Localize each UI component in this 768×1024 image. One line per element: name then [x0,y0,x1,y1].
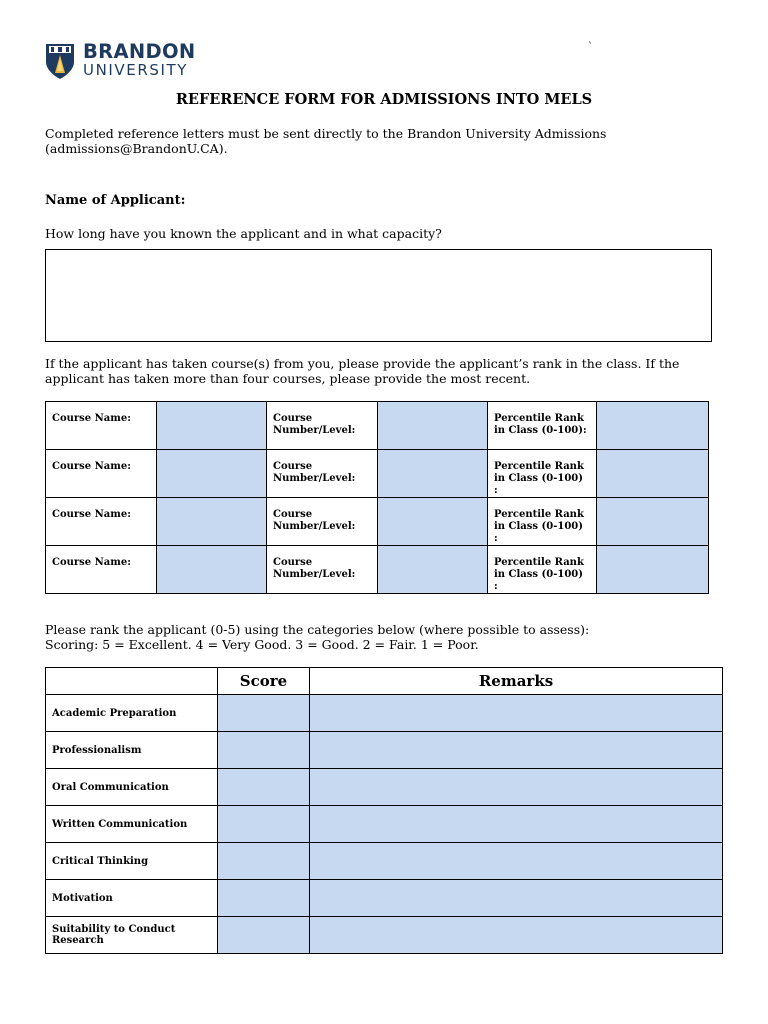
score-field[interactable] [218,880,310,917]
percentile-rank-field[interactable] [597,402,709,450]
remarks-field[interactable] [310,695,723,732]
course-name-label: Course Name: [46,450,157,498]
course-number-label: Course Number/Level: [267,498,378,546]
intro-line-1: Completed reference letters must be sent directly to the Brandon University Admissions [45,126,607,141]
course-number-label: Course Number/Level: [267,450,378,498]
score-field[interactable] [218,917,310,954]
remarks-header: Remarks [310,668,723,695]
course-row [46,498,709,546]
ranking-row [46,917,723,954]
category-label: Oral Communication [46,769,218,806]
logo-name: BRANDON [83,40,196,63]
known-answer-box[interactable] [45,249,712,342]
course-name-label: Course Name: [46,498,157,546]
course-row [46,450,709,498]
ranking-row [46,732,723,769]
percentile-rank-field[interactable] [597,546,709,594]
ranking-row [46,806,723,843]
remarks-field[interactable] [310,806,723,843]
corner-mark: ` [588,42,593,53]
intro-text [45,126,725,156]
remarks-field[interactable] [310,769,723,806]
ranking-table [45,667,723,954]
course-number-field[interactable] [378,498,488,546]
ranking-row [46,769,723,806]
course-name-label: Course Name: [46,402,157,450]
remarks-field[interactable] [310,880,723,917]
courses-instructions [45,356,725,386]
course-number-label: Course Number/Level: [267,402,378,450]
percentile-rank-field[interactable] [597,498,709,546]
remarks-field[interactable] [310,843,723,880]
course-table [45,401,709,594]
university-shield-icon [45,42,75,80]
percentile-rank-label: Percentile Rank in Class (0-100) : [488,498,597,546]
scoring-legend: Scoring: 5 = Excellent. 4 = Very Good. 3 = Good. 2 = Fair. 1 = Poor. [45,637,479,652]
ranking-instruction-line: Please rank the applicant (0-5) using the categories below (where possible to assess): [45,622,590,637]
courses-line-1: If the applicant has taken course(s) from you, please provide the applicant’s rank in the class. If the [45,356,680,371]
ranking-row [46,843,723,880]
percentile-rank-field[interactable] [597,450,709,498]
applicant-name-label: Name of Applicant: [45,193,186,208]
category-label: Motivation [46,880,218,917]
intro-line-2: (admissions@BrandonU.CA). [45,141,228,156]
score-field[interactable] [218,732,310,769]
ranking-instructions [45,622,725,652]
percentile-rank-label: Percentile Rank in Class (0-100) : [488,546,597,594]
course-number-label: Course Number/Level: [267,546,378,594]
form-title: REFERENCE FORM FOR ADMISSIONS INTO MELS [175,91,593,108]
known-question: How long have you known the applicant and in what capacity? [45,226,442,241]
course-number-field[interactable] [378,450,488,498]
score-header: Score [218,668,310,695]
category-label: Written Communication [46,806,218,843]
course-name-field[interactable] [157,402,267,450]
percentile-rank-label: Percentile Rank in Class (0-100): [488,402,597,450]
score-field[interactable] [218,769,310,806]
course-row [46,402,709,450]
score-field[interactable] [218,843,310,880]
category-header-blank [46,668,218,695]
course-number-field[interactable] [378,546,488,594]
course-name-label: Course Name: [46,546,157,594]
score-field[interactable] [218,695,310,732]
remarks-field[interactable] [310,917,723,954]
course-name-field[interactable] [157,498,267,546]
course-number-field[interactable] [378,402,488,450]
category-label: Professionalism [46,732,218,769]
percentile-rank-label: Percentile Rank in Class (0-100) : [488,450,597,498]
category-label: Critical Thinking [46,843,218,880]
category-label: Academic Preparation [46,695,218,732]
ranking-row [46,695,723,732]
ranking-row [46,880,723,917]
score-field[interactable] [218,806,310,843]
course-name-field[interactable] [157,450,267,498]
category-label: Suitability to Conduct Research [46,917,218,954]
course-name-field[interactable] [157,546,267,594]
remarks-field[interactable] [310,732,723,769]
course-row [46,546,709,594]
courses-line-2: applicant has taken more than four courses, please provide the most recent. [45,371,531,386]
brandon-university-logo [45,42,195,80]
logo-subtitle: UNIVERSITY [83,61,189,79]
